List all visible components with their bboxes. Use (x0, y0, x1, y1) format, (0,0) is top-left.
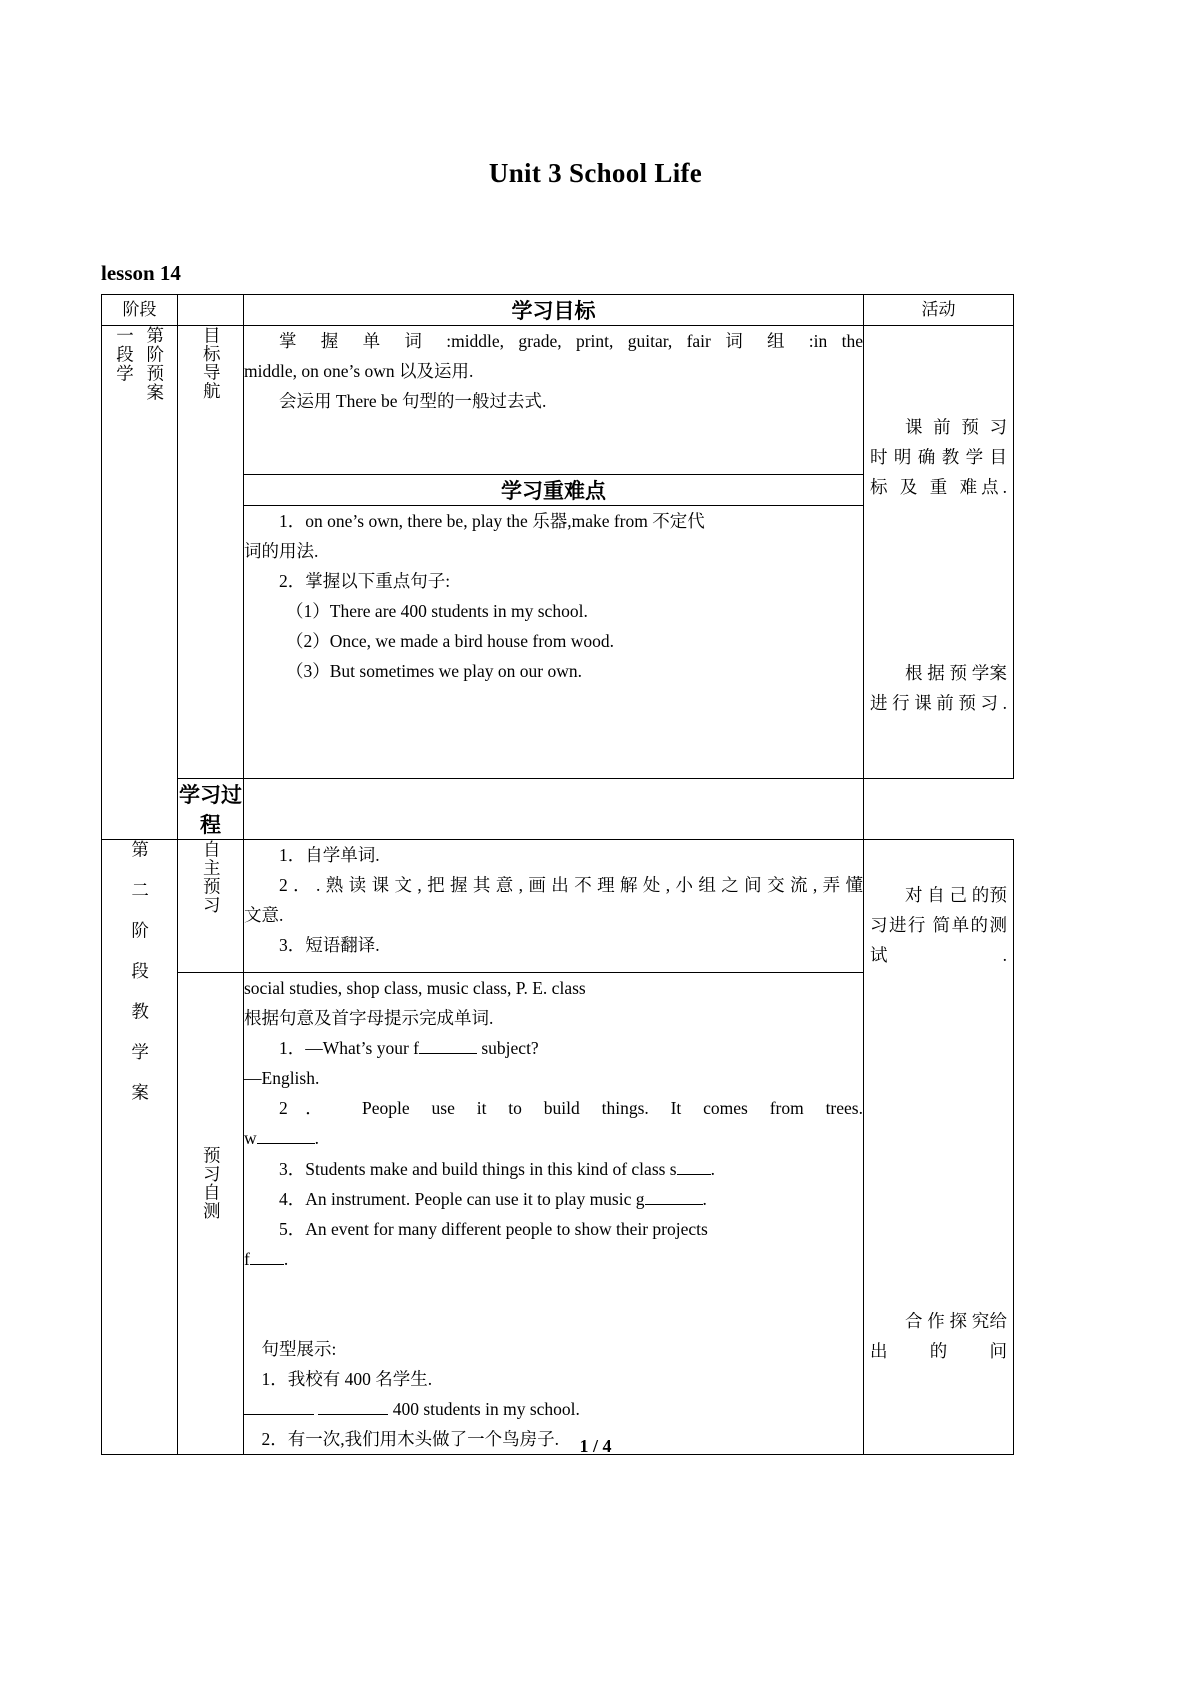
activity-text-4: 合 作 探 究给出的问 (870, 1311, 1007, 1362)
activity-text-1: 课 前 预 习 时 明 确 教 学 目 标 及 重 难点. (870, 417, 1007, 498)
header-activity: 活动 (864, 295, 1014, 326)
pattern-1-chinese: 1．我校有 400 名学生. (261, 1369, 433, 1390)
pattern-title: 句型展示: (261, 1338, 337, 1359)
pattern-1-blank-2[interactable] (318, 1414, 388, 1415)
question-5-line-2 (244, 1244, 863, 1274)
question-3 (244, 1154, 863, 1184)
process-item-1: 1．自学单词. (279, 845, 380, 865)
self-test-body (244, 973, 864, 1455)
question-4-text-a: 4．An instrument. People can use it to play music g (279, 1188, 645, 1209)
self-study-body (244, 840, 864, 973)
question-3-blank[interactable] (677, 1174, 711, 1175)
objectives-line-1: 掌 握 单 词 :middle, grade, print, guitar, fair 词 组 :in the (279, 331, 863, 351)
question-2-text-b: . (314, 1128, 320, 1149)
question-2-line-2 (244, 1123, 863, 1153)
stage-one-label-col1: 第阶预案 (144, 326, 165, 402)
sub-label-guide-cell (178, 326, 244, 779)
objectives-line-2: middle, on one’s own 以及运用. (244, 361, 474, 382)
sub-label-self-test: 预习自测 (201, 1146, 222, 1220)
key-point-1-line-1: 1．on one’s own, there be, play the 乐器,make from 不定代 (279, 511, 705, 531)
process-item-2-line-1: 2．.熟读课文,把握其意,画出不理解处,小组之间交流,弄懂 (279, 875, 863, 896)
pattern-1-blank-1[interactable] (244, 1414, 314, 1415)
question-4-text-b: . (702, 1188, 707, 1209)
question-1-text-a: 1．—What’s your f (279, 1038, 419, 1059)
heading-key-points: 学习重难点 (244, 475, 864, 506)
question-1-line-1 (244, 1033, 863, 1063)
question-5-text-b: . (283, 1248, 289, 1269)
header-stage: 阶段 (102, 295, 178, 326)
key-points-body (244, 506, 864, 779)
key-point-1-line-2: 词的用法. (244, 541, 319, 562)
stage-two-label: 第 二 阶 段 教 学 案 (129, 840, 150, 1102)
objectives-body (244, 326, 864, 475)
lesson-plan-table (101, 294, 1014, 1455)
pattern-1-english (244, 1394, 863, 1424)
key-sentence-2: （2）Once, we made a bird house from wood. (286, 631, 615, 652)
process-heading-row (102, 779, 1014, 840)
activity-text-3: 对 自 己 的预习进行 简单的测试. (870, 885, 1007, 966)
activity-spacer-cell (244, 779, 864, 840)
lesson-label: lesson 14 (101, 261, 181, 285)
stage-one-label-col2: 一段学 (114, 326, 135, 383)
table-header-row (102, 295, 1014, 326)
question-3-text-b: . (710, 1158, 715, 1179)
activity-text-2: 根 据 预 学案进行课前预习. (870, 663, 1007, 714)
question-2-line-1: 2． People use it to build things. It comes from trees. (279, 1098, 863, 1119)
question-4 (244, 1184, 863, 1214)
page-footer: 1 / 4 (579, 1436, 612, 1456)
activity-cell-stage-one (864, 326, 1014, 779)
sub-label-self-test-cell (178, 973, 244, 1455)
pattern-2-chinese: 2．有一次,我们用木头做了一个鸟房子. (261, 1429, 559, 1450)
sub-label-self-study-cell (178, 840, 244, 973)
question-1-text-b: subject? (481, 1038, 539, 1059)
process-item-2-line-2: 文意. (244, 905, 284, 926)
question-5-text-a: f (244, 1248, 250, 1269)
process-instruction: 根据句意及首字母提示完成单词. (244, 1008, 494, 1029)
question-3-text-a: 3．Students make and build things in this kind of class s (279, 1158, 677, 1179)
key-point-2: 2．掌握以下重点句子: (279, 571, 451, 592)
key-sentence-3: （3）But sometimes we play on our own. (286, 661, 583, 682)
page-title: Unit 3 School Life (488, 158, 703, 188)
header-objectives: 学习目标 (244, 295, 864, 326)
sub-label-guide: 目标导航 (201, 326, 222, 400)
question-1-line-2: —English. (244, 1068, 320, 1089)
process-phrases: social studies, shop class, music class, P. E. class (244, 978, 586, 998)
pattern-1-text: 400 students in my school. (392, 1399, 580, 1420)
question-1-blank[interactable] (419, 1053, 477, 1054)
stage-two-label-cell (102, 840, 178, 1455)
activity-cell-stage-two (864, 840, 1014, 1455)
stage-one-row (102, 326, 1014, 475)
sub-label-self-study: 自主预习 (201, 840, 222, 914)
process-item-3: 3．短语翻译. (279, 935, 380, 956)
stage-one-label-cell (102, 326, 178, 840)
question-2-blank[interactable] (257, 1143, 315, 1144)
key-sentence-1: （1）There are 400 students in my school. (286, 601, 588, 622)
heading-process: 学习过程 (178, 779, 244, 840)
question-5-blank[interactable] (250, 1264, 284, 1265)
header-sub (178, 295, 244, 326)
question-4-blank[interactable] (645, 1204, 703, 1205)
objectives-line-3: 会运用 There be 句型的一般过去式. (279, 391, 547, 412)
self-study-row (102, 840, 1014, 973)
question-2-text-a: w (244, 1128, 257, 1149)
blank-space (244, 1274, 863, 1334)
question-5-line-1: 5．An event for many different people to show their projects (279, 1218, 708, 1239)
